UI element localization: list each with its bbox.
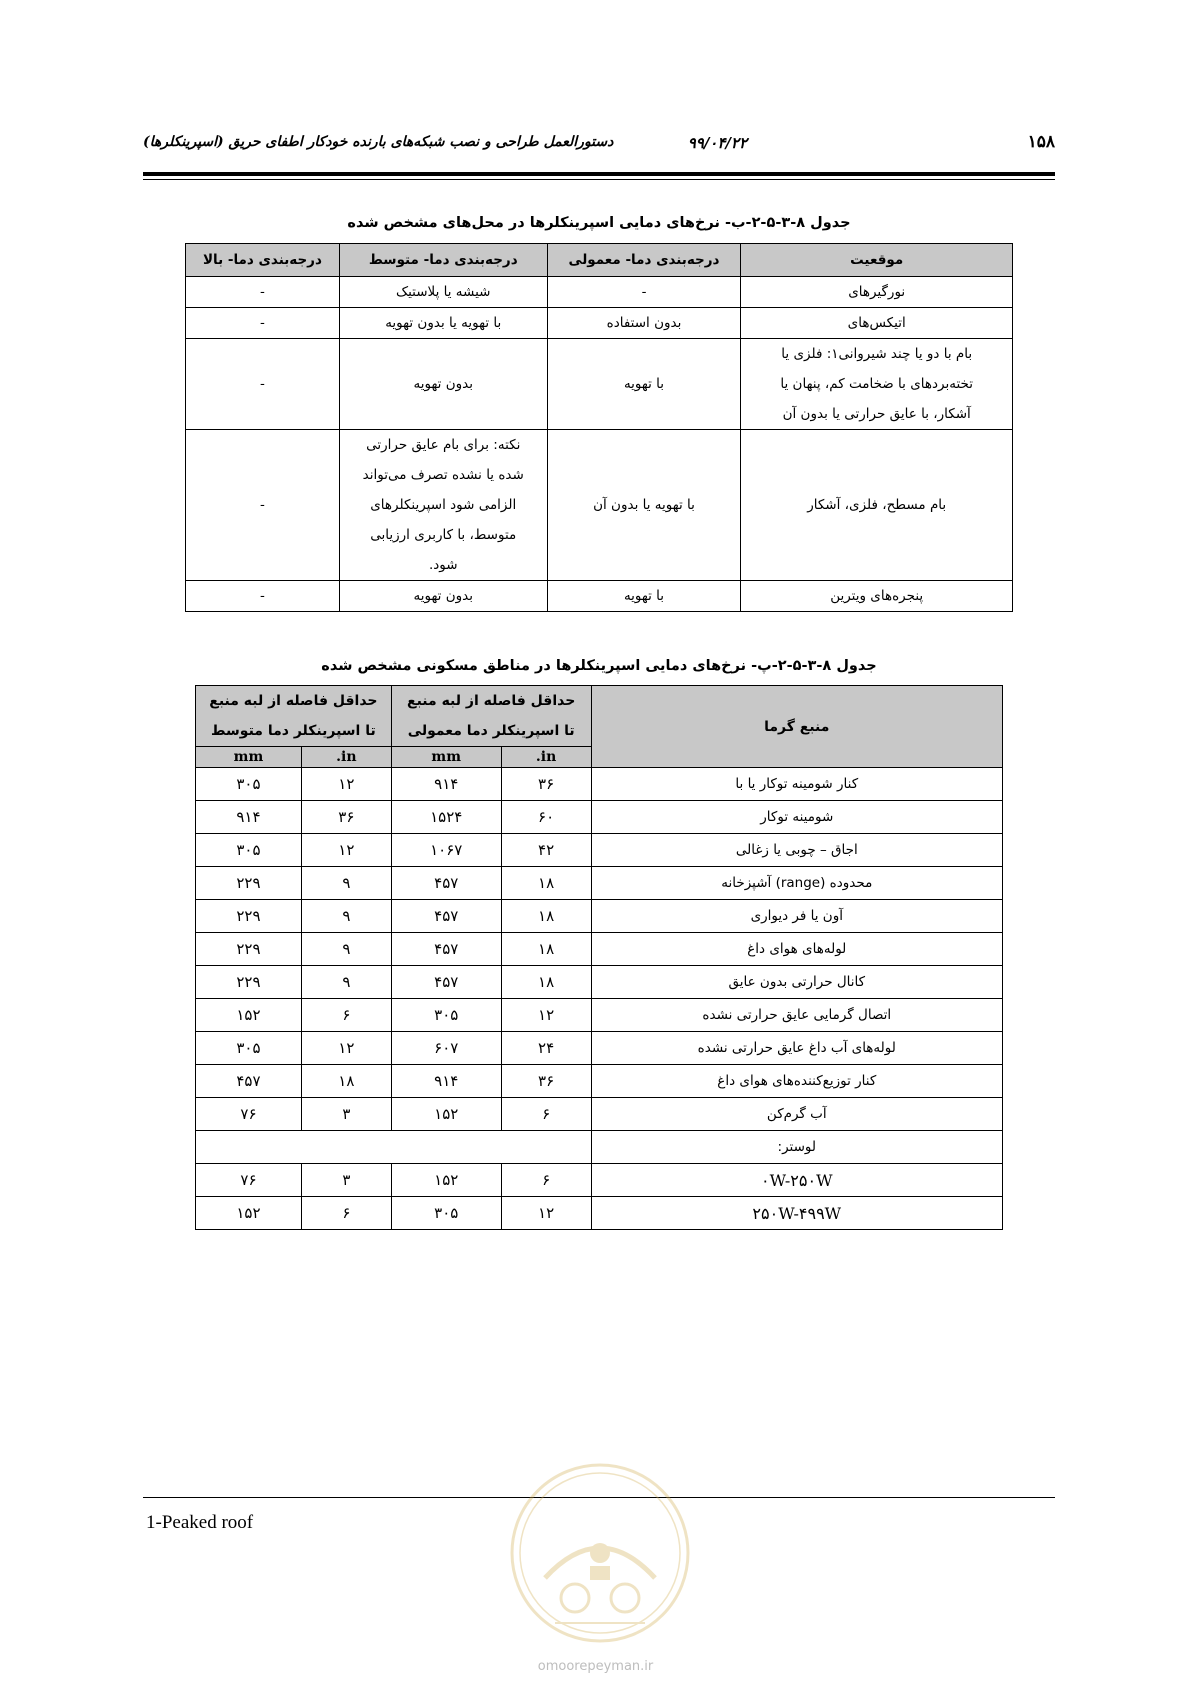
table-row	[196, 933, 1003, 966]
header-rule-thin	[143, 179, 1055, 180]
table-cell: ۹۱۴	[196, 801, 302, 834]
unit-mm: mm	[196, 747, 302, 768]
table-cell: -	[547, 277, 741, 308]
table-cell: بدون استفاده	[547, 308, 741, 339]
table-cell: ۷۶	[196, 1098, 302, 1131]
table1-header-high: درجه‌بندی دما- بالا	[186, 244, 340, 277]
table-cell: ۱۵۲	[391, 1098, 501, 1131]
table-cell: ۶	[301, 999, 391, 1032]
table-row	[196, 966, 1003, 999]
table-cell: شیشه یا پلاستیک	[339, 277, 547, 308]
cell-line: آشکار، با عایق حرارتی یا بدون آن	[782, 406, 971, 422]
table-cell: ۳۶	[501, 1065, 591, 1098]
header-line: حداقل فاصله از لبه منبع	[209, 693, 378, 709]
table-cell: اتصال گرمایی عایق حرارتی نشده	[591, 999, 1002, 1032]
table-cell: بام مسطح، فلزی، آشکار	[741, 430, 1013, 581]
table-cell: ۶	[501, 1098, 591, 1131]
table-row	[196, 1065, 1003, 1098]
table-cell: ۷۶	[196, 1164, 302, 1197]
table1-header-ordinary: درجه‌بندی دما- معمولی	[547, 244, 741, 277]
table1-header-location: موقعیت	[741, 244, 1013, 277]
table2-header-ordinary	[391, 686, 591, 747]
table-cell: کنار توزیع‌کننده‌های هوای داغ	[591, 1065, 1002, 1098]
cell-line: شده یا نشده تصرف می‌تواند	[362, 467, 524, 483]
table-cell: ۳۰۵	[196, 834, 302, 867]
table-cell: ۱۸	[301, 1065, 391, 1098]
table1-header-intermediate: درجه‌بندی دما- متوسط	[339, 244, 547, 277]
table-cell: -	[186, 339, 340, 430]
table-cell: با تهویه یا بدون آن	[547, 430, 741, 581]
table-cell: اتیکس‌های	[741, 308, 1013, 339]
table-cell: آب گرم‌کن	[591, 1098, 1002, 1131]
table-cell: ۱۸	[501, 933, 591, 966]
table-cell: ۴۵۷	[391, 933, 501, 966]
table-row	[186, 581, 1013, 612]
header-line: تا اسپرینکلر دما معمولی	[407, 723, 575, 739]
table-cell: محدوده (range) آشپزخانه	[591, 867, 1002, 900]
table-cell: ۴۲	[501, 834, 591, 867]
table-cell: ۹	[301, 900, 391, 933]
table-cell: با تهویه	[547, 581, 741, 612]
table2-header-intermediate	[196, 686, 392, 747]
header-rule-thick	[143, 172, 1055, 176]
table-cell: ۲۲۹	[196, 966, 302, 999]
table-cell: ۲۵۰W-۴۹۹W	[591, 1197, 1002, 1230]
table-cell: ۳۶	[501, 768, 591, 801]
table-cell: -	[186, 430, 340, 581]
table-cell: ۳	[301, 1098, 391, 1131]
table-cell: ۱۵۲	[196, 1197, 302, 1230]
header-line: تا اسپرینکلر دما متوسط	[211, 723, 376, 739]
watermark-url: omoorepeyman.ir	[537, 1659, 654, 1674]
table-cell: بدون تهویه	[339, 339, 547, 430]
table-cell: با تهویه	[547, 339, 741, 430]
document-title: دستورالعمل طراحی و نصب شبکه‌های بارنده خودکار اطفای حریق (اسپرینکلرها)	[143, 134, 614, 150]
footnote: 1-Peaked roof	[146, 1512, 254, 1533]
table-cell: اجاق – چوبی یا زغالی	[591, 834, 1002, 867]
table-cell: ۱۰۶۷	[391, 834, 501, 867]
table-cell: ۰W-۲۵۰W	[591, 1164, 1002, 1197]
table-cell: ۶	[301, 1197, 391, 1230]
table-cell: ۴۵۷	[391, 966, 501, 999]
table-cell: لوستر:	[591, 1131, 1002, 1164]
table-cell: ۶	[501, 1164, 591, 1197]
table-cell: پنجره‌های ویترین	[741, 581, 1013, 612]
document-date: ۹۹/۰۴/۲۲	[687, 134, 747, 152]
table-row	[196, 867, 1003, 900]
table-cell: ۹۱۴	[391, 768, 501, 801]
cell-line: متوسط، با کاربری ارزیابی	[370, 527, 517, 543]
table-cell: ۳۰۵	[391, 1197, 501, 1230]
table-cell: -	[186, 277, 340, 308]
table-row	[186, 339, 1013, 430]
table-cell: ۱۸	[501, 867, 591, 900]
table-row	[196, 801, 1003, 834]
residential-clearance-table	[195, 685, 1003, 1230]
table-cell: شومینه توکار	[591, 801, 1002, 834]
table1-header-row	[186, 244, 1013, 277]
table-cell: ۲۲۹	[196, 933, 302, 966]
table-cell: کنار شومینه توکار یا با	[591, 768, 1002, 801]
table-cell: ۳	[301, 1164, 391, 1197]
table-cell: ۳۰۵	[196, 1032, 302, 1065]
table-row	[186, 277, 1013, 308]
table-cell: لوله‌های هوای داغ	[591, 933, 1002, 966]
table-row	[196, 900, 1003, 933]
cell-line: نکته: برای بام عایق حرارتی	[366, 437, 521, 453]
table-row	[186, 308, 1013, 339]
unit-in: in.	[301, 747, 391, 768]
table-cell: ۹	[301, 966, 391, 999]
unit-in: in.	[501, 747, 591, 768]
table1-caption: جدول ۸-۳-۵-۲-ب- نرخ‌های دمایی اسپرینکلرها در محل‌های مشخص شده	[347, 215, 851, 231]
table2-body	[196, 768, 1003, 1230]
table-cell: ۴۵۷	[391, 867, 501, 900]
table-cell	[741, 339, 1013, 430]
page-number: ۱۵۸	[1027, 132, 1055, 152]
unit-mm: mm	[391, 747, 501, 768]
table-cell: ۴۵۷	[196, 1065, 302, 1098]
table2-header-source: منبع گرما	[591, 686, 1002, 768]
table-row	[196, 1032, 1003, 1065]
table-row	[196, 834, 1003, 867]
table-row	[196, 999, 1003, 1032]
table-cell: ۱۵۲	[391, 1164, 501, 1197]
table-cell: ۱۲	[501, 1197, 591, 1230]
cell-line: الزامی شود اسپرینکلرهای	[370, 497, 517, 513]
table-cell: ۹	[301, 867, 391, 900]
cell-line: تخته‌بردهای با ضخامت کم، پنهان یا	[780, 376, 974, 392]
table-cell: بدون تهویه	[339, 581, 547, 612]
table-cell: ۱۲	[301, 1032, 391, 1065]
table-row	[186, 430, 1013, 581]
table-cell: ۹۱۴	[391, 1065, 501, 1098]
table-cell: ۳۰۵	[391, 999, 501, 1032]
table-cell: لوله‌های آب داغ عایق حرارتی نشده	[591, 1032, 1002, 1065]
watermark-seal	[505, 1458, 695, 1648]
table-cell: ۱۲	[301, 834, 391, 867]
table-row	[196, 1164, 1003, 1197]
table-cell: ۳۰۵	[196, 768, 302, 801]
table-cell: آون یا فر دیواری	[591, 900, 1002, 933]
header-line: حداقل فاصله از لبه منبع	[407, 693, 576, 709]
table2-header-row	[196, 686, 1003, 747]
table-row	[196, 1197, 1003, 1230]
table-cell: نورگیرهای	[741, 277, 1013, 308]
table-cell: ۴۵۷	[391, 900, 501, 933]
sprinkler-rating-locations-table	[185, 243, 1013, 612]
table-cell	[339, 430, 547, 581]
table-cell: ۱۸	[501, 900, 591, 933]
table-cell: ۱۵۲	[196, 999, 302, 1032]
table-cell: ۱۲	[501, 999, 591, 1032]
table-row	[196, 1131, 1003, 1164]
table-cell: ۶۰۷	[391, 1032, 501, 1065]
table-cell: ۲۲۹	[196, 867, 302, 900]
cell-line: بام با دو یا چند شیروانی۱: فلزی یا	[781, 346, 973, 362]
cell-line: شود.	[428, 557, 458, 573]
table-cell: -	[186, 581, 340, 612]
table-cell: ۶۰	[501, 801, 591, 834]
table-cell: ۹	[301, 933, 391, 966]
page-header	[143, 132, 1055, 160]
table-cell	[196, 1131, 592, 1164]
table-cell: ۲۲۹	[196, 900, 302, 933]
table-cell: ۲۴	[501, 1032, 591, 1065]
table-row	[196, 1098, 1003, 1131]
table-cell: کانال حرارتی بدون عایق	[591, 966, 1002, 999]
table2-caption: جدول ۸-۳-۵-۲-پ- نرخ‌های دمایی اسپرینکلرها در مناطق مسکونی مشخص شده	[321, 658, 877, 674]
table-cell: ۳۶	[301, 801, 391, 834]
table-cell: ۱۵۲۴	[391, 801, 501, 834]
table-cell: -	[186, 308, 340, 339]
table-cell: با تهویه یا بدون تهویه	[339, 308, 547, 339]
table-row	[196, 768, 1003, 801]
table-cell: ۱۸	[501, 966, 591, 999]
table-cell: ۱۲	[301, 768, 391, 801]
